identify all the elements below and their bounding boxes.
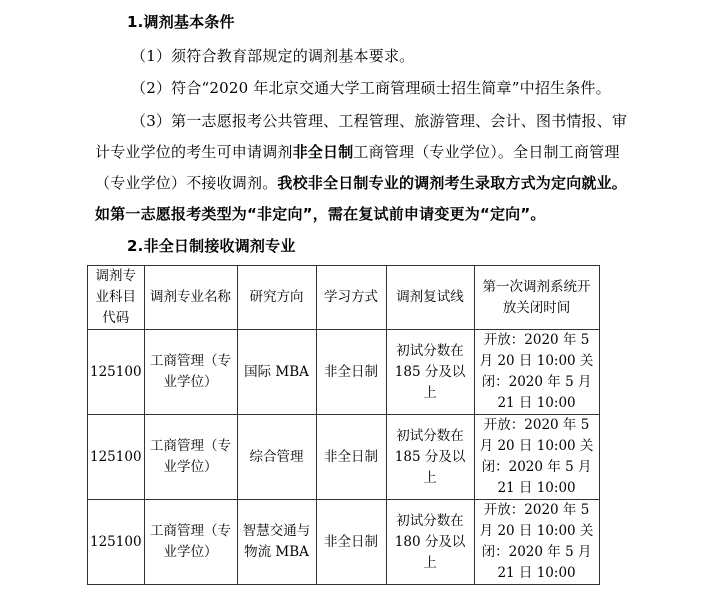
header-cell: 研究方向 [237, 266, 316, 330]
emphasis-text: 非全日制 [292, 143, 354, 161]
section2-heading: 2.非全日制接收调剂专业 [127, 237, 296, 255]
name-cell: 工商管理（专业学位） [144, 330, 237, 415]
condition-item-3-line-4 [95, 204, 546, 224]
condition-item-3-line-1: （3）第一志愿报考公共管理、工程管理、旅游管理、会计、图书情报、审 [131, 112, 628, 130]
section1-heading: 1.调剂基本条件 [127, 13, 235, 31]
score-line-cell: 初试分数在185 分及以上 [386, 330, 474, 415]
header-cell: 第一次调剂系统开放关闭时间 [474, 266, 599, 330]
table-header-row [88, 266, 600, 330]
text: （专业学位）不接收调剂。 [95, 174, 278, 192]
transfer-majors-table [87, 265, 600, 585]
emphasis-text: 我校非全日制专业的调剂考生录取方式为定向就业。 [277, 174, 628, 192]
time-cell: 开放：2020 年 5 月 20 日 10:00 关闭：2020 年 5 月 21 日 10:00 [474, 500, 599, 585]
condition-item-3-line-3 [95, 173, 627, 193]
direction-cell: 智慧交通与物流 MBA [237, 500, 316, 585]
direction-cell: 综合管理 [237, 415, 316, 500]
name-cell: 工商管理（专业学位） [144, 500, 237, 585]
table-row [88, 330, 600, 415]
table-row [88, 415, 600, 500]
condition-item-3-line-2 [95, 142, 620, 162]
condition-item-2: （2）符合“2020 年北京交通大学工商管理硕士招生简章”中招生条件。 [131, 79, 611, 97]
mode-cell: 非全日制 [316, 500, 386, 585]
time-cell: 开放：2020 年 5 月 20 日 10:00 关闭：2020 年 5 月 21 日 10:00 [474, 415, 599, 500]
code-cell: 125100 [88, 415, 145, 500]
header-cell: 调剂复试线 [386, 266, 474, 330]
time-cell: 开放：2020 年 5 月 20 日 10:00 关闭：2020 年 5 月 21 日 10:00 [474, 330, 599, 415]
code-cell: 125100 [88, 500, 145, 585]
text: 计专业学位的考生可申请调剂 [95, 143, 293, 161]
header-cell: 学习方式 [316, 266, 386, 330]
header-cell: 调剂专业名称 [144, 266, 237, 330]
condition-item-1: （1）须符合教育部规定的调剂基本要求。 [131, 47, 415, 65]
score-line-cell: 初试分数在185 分及以上 [386, 415, 474, 500]
code-cell: 125100 [88, 330, 145, 415]
text: 工商管理（专业学位）。全日制工商管理 [353, 143, 620, 161]
mode-cell: 非全日制 [316, 415, 386, 500]
emphasis-text: 如第一志愿报考类型为“非定向”，需在复试前申请变更为“定向”。 [95, 205, 546, 223]
score-line-cell: 初试分数在180 分及以上 [386, 500, 474, 585]
table-row [88, 500, 600, 585]
name-cell: 工商管理（专业学位） [144, 415, 237, 500]
direction-cell: 国际 MBA [237, 330, 316, 415]
mode-cell: 非全日制 [316, 330, 386, 415]
header-cell: 调剂专业科目代码 [88, 266, 145, 330]
